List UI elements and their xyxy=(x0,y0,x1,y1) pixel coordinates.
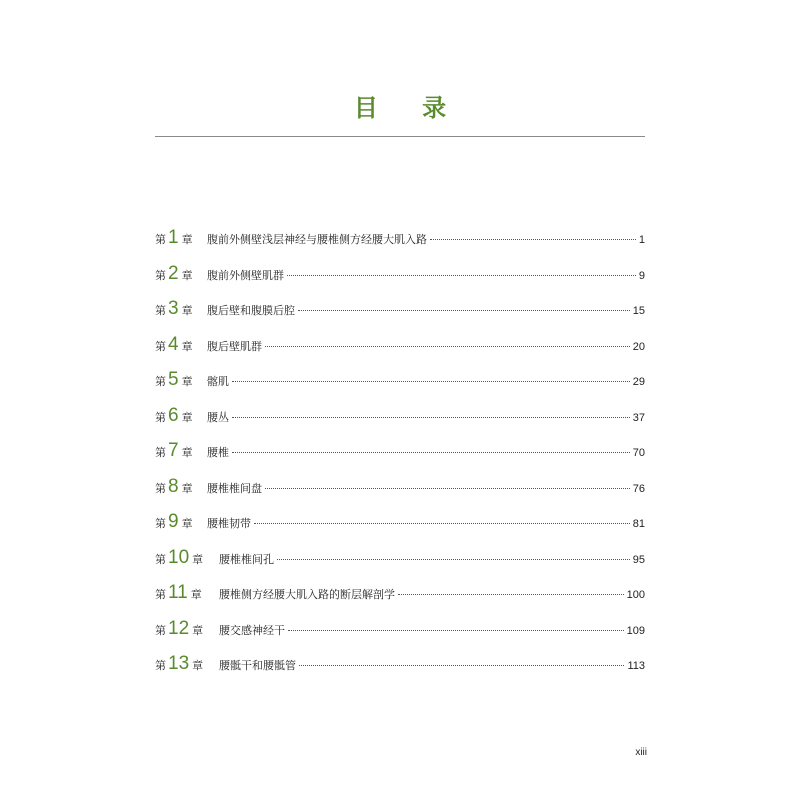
chapter-title: 腹后壁肌群 xyxy=(207,339,262,353)
chapter-label xyxy=(155,646,219,684)
chapter-page-number: 81 xyxy=(632,518,645,530)
chapter-number: 13 xyxy=(168,653,190,674)
chapter-number: 6 xyxy=(168,404,179,426)
chapter-label xyxy=(155,575,219,613)
dot-leader xyxy=(288,630,624,631)
chapter-page-number: 113 xyxy=(627,660,645,672)
toc-entry[interactable] xyxy=(155,220,645,256)
dot-leader xyxy=(265,346,630,347)
page-number: xiii xyxy=(635,747,647,758)
chapter-prefix: 第 xyxy=(155,659,166,672)
title-divider xyxy=(155,136,645,137)
chapter-label xyxy=(155,327,207,365)
chapter-title: 腹前外侧壁浅层神经与腰椎侧方经腰大肌入路 xyxy=(207,233,427,246)
toc-entry[interactable] xyxy=(155,611,645,647)
chapter-prefix: 第 xyxy=(155,517,166,530)
chapter-suffix: 章 xyxy=(181,233,193,246)
chapter-page-number: 76 xyxy=(632,482,645,495)
chapter-label xyxy=(155,220,207,258)
chapter-label xyxy=(155,291,207,329)
chapter-title: 髂肌 xyxy=(207,375,229,388)
chapter-title: 腰交感神经干 xyxy=(219,623,285,637)
chapter-prefix: 第 xyxy=(155,339,166,353)
dot-leader xyxy=(232,417,630,418)
chapter-label xyxy=(155,398,207,436)
chapter-number: 11 xyxy=(168,582,188,603)
chapter-number: 8 xyxy=(168,475,179,497)
chapter-prefix: 第 xyxy=(155,304,166,317)
toc-entry[interactable] xyxy=(155,433,645,469)
chapter-suffix: 章 xyxy=(192,623,204,637)
chapter-title: 腰椎韧带 xyxy=(207,517,251,530)
dot-leader xyxy=(232,381,630,382)
chapter-title: 腰丛 xyxy=(207,410,229,424)
chapter-suffix: 章 xyxy=(190,588,202,601)
dot-leader xyxy=(277,559,630,560)
chapter-page-number: 15 xyxy=(632,305,645,317)
chapter-page-number: 9 xyxy=(638,269,645,282)
toc-entry[interactable] xyxy=(155,504,645,540)
chapter-suffix: 章 xyxy=(181,410,193,424)
chapter-title: 腰椎椎间盘 xyxy=(207,481,262,495)
chapter-label xyxy=(155,362,207,400)
chapter-page-number: 100 xyxy=(626,589,645,601)
chapter-label xyxy=(155,433,207,471)
page-title: 目 录 xyxy=(353,94,465,122)
dot-leader xyxy=(298,310,630,311)
dot-leader xyxy=(232,452,630,453)
dot-leader xyxy=(299,665,624,666)
dot-leader xyxy=(254,523,630,524)
chapter-page-number: 29 xyxy=(632,376,645,388)
chapter-page-number: 1 xyxy=(638,234,645,246)
chapter-suffix: 章 xyxy=(181,446,193,459)
chapter-prefix: 第 xyxy=(155,410,166,424)
dot-leader xyxy=(287,275,636,276)
toc-entry[interactable] xyxy=(155,540,645,576)
chapter-prefix: 第 xyxy=(155,446,166,459)
chapter-suffix: 章 xyxy=(181,268,193,282)
chapter-prefix: 第 xyxy=(155,268,166,282)
chapter-page-number: 20 xyxy=(632,340,645,353)
chapter-suffix: 章 xyxy=(192,659,204,672)
chapter-title: 腰椎 xyxy=(207,446,229,459)
dot-leader xyxy=(430,239,636,240)
chapter-label xyxy=(155,469,207,507)
chapter-number: 9 xyxy=(168,511,179,532)
chapter-number: 10 xyxy=(168,546,190,568)
chapter-prefix: 第 xyxy=(155,481,166,495)
chapter-page-number: 70 xyxy=(632,447,645,459)
toc-entry[interactable] xyxy=(155,327,645,363)
chapter-page-number: 109 xyxy=(626,624,645,637)
dot-leader xyxy=(265,488,630,489)
chapter-suffix: 章 xyxy=(181,304,193,317)
chapter-prefix: 第 xyxy=(155,552,166,566)
chapter-label xyxy=(155,256,207,294)
chapter-suffix: 章 xyxy=(181,339,193,353)
chapter-suffix: 章 xyxy=(181,517,193,530)
dot-leader xyxy=(398,594,624,595)
toc-entry[interactable] xyxy=(155,362,645,398)
toc-entry[interactable] xyxy=(155,398,645,434)
chapter-suffix: 章 xyxy=(192,552,204,566)
chapter-title: 腰椎侧方经腰大肌入路的断层解剖学 xyxy=(219,588,395,601)
chapter-label xyxy=(155,540,219,578)
chapter-suffix: 章 xyxy=(181,375,193,388)
chapter-number: 7 xyxy=(168,440,179,461)
chapter-number: 4 xyxy=(168,333,179,355)
chapter-prefix: 第 xyxy=(155,623,166,637)
chapter-title: 腹后壁和腹膜后腔 xyxy=(207,304,295,317)
chapter-prefix: 第 xyxy=(155,233,166,246)
toc-entry[interactable] xyxy=(155,291,645,327)
chapter-number: 2 xyxy=(168,262,179,284)
chapter-title: 腰椎椎间孔 xyxy=(219,552,274,566)
chapter-number: 1 xyxy=(168,227,179,248)
chapter-title: 腹前外侧壁肌群 xyxy=(207,268,284,282)
table-of-contents xyxy=(155,220,645,682)
chapter-title: 腰骶干和腰骶管 xyxy=(219,659,296,672)
toc-entry[interactable] xyxy=(155,256,645,292)
chapter-number: 5 xyxy=(168,369,179,390)
chapter-label xyxy=(155,504,207,542)
chapter-number: 3 xyxy=(168,298,179,319)
chapter-suffix: 章 xyxy=(181,481,193,495)
toc-entry[interactable] xyxy=(155,469,645,505)
chapter-page-number: 95 xyxy=(632,553,645,566)
chapter-label xyxy=(155,611,219,649)
chapter-page-number: 37 xyxy=(632,411,645,424)
chapter-prefix: 第 xyxy=(155,375,166,388)
toc-entry[interactable] xyxy=(155,575,645,611)
chapter-number: 12 xyxy=(168,617,190,639)
toc-entry[interactable] xyxy=(155,646,645,682)
chapter-prefix: 第 xyxy=(155,588,166,601)
